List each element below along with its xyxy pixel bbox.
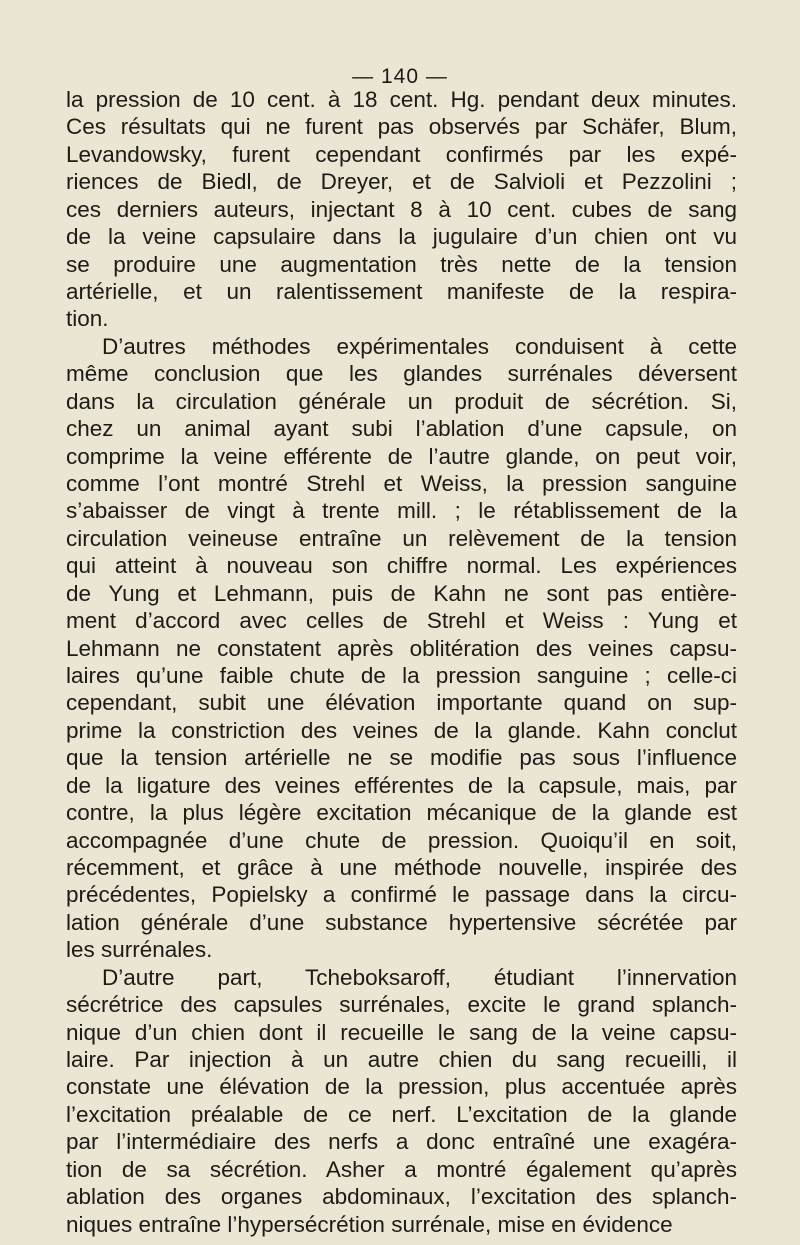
text-line: de Yung et Lehmann, puis de Kahn ne sont pas entière- <box>66 580 737 606</box>
text-line: ment d’accord avec celles de Strehl et Weiss : Yung et <box>66 608 737 634</box>
text-line: prime la constriction des veines de la glande. Kahn conclut <box>66 717 737 743</box>
text-line: ablation des organes abdominaux, l’excitation des splanch- <box>66 1184 737 1210</box>
text-line: sécrétrice des capsules surrénales, excite le grand splanch- <box>66 992 737 1018</box>
text-line: Ces résultats qui ne furent pas observés par Schäfer, Blum, <box>66 114 737 140</box>
text-line: laires qu’une faible chute de la pression sanguine ; celle-ci <box>66 663 737 688</box>
text-line: la pression de 10 cent. à 18 cent. Hg. pendant deux minutes. <box>66 87 737 112</box>
text-line: les surrénales. <box>66 937 213 963</box>
text-line: Lehmann ne constatent après oblitération des veines capsu- <box>66 635 737 661</box>
text-line: l’excitation préalable de ce nerf. L’excitation de la glande <box>66 1101 737 1127</box>
paragraph-start: D’autre part, Tcheboksaroff, étudiant l’innervation <box>102 964 737 990</box>
text-line: précédentes, Popielsky a confirmé le passage dans la circu- <box>66 882 737 908</box>
text-line: contre, la plus légère excitation mécanique de la glande est <box>66 800 737 826</box>
text-line: dans la circulation générale un produit de sécrétion. Si, <box>66 388 737 414</box>
text-line: Levandowsky, furent cependant confirmés par les expé- <box>66 141 737 167</box>
text-line: nique d’un chien dont il recueille le sang de la veine capsu- <box>66 1019 737 1045</box>
text-line: chez un animal ayant subi l’ablation d’une capsule, on <box>66 416 737 442</box>
text-line: s’abaisser de vingt à trente mill. ; le rétablissement de la <box>66 498 737 524</box>
text-line: lation générale d’une substance hypertensive sécrétée par <box>66 909 737 935</box>
text-line: laire. Par injection à un autre chien du sang recueilli, il <box>66 1047 737 1072</box>
text-line: tion. <box>66 306 109 332</box>
text-line: cependant, subit une élévation importante quand on sup- <box>66 690 737 716</box>
text-line: constate une élévation de la pression, plus accentuée après <box>66 1074 737 1100</box>
text-line: de la veine capsulaire dans la jugulaire d’un chien ont vu <box>66 224 737 250</box>
text-line: circulation veineuse entraîne un relèvement de la tension <box>66 525 737 551</box>
text-line: comprime la veine efférente de l’autre glande, on peut voir, <box>66 443 737 469</box>
text-line: se produire une augmentation très nette de la tension <box>66 251 737 277</box>
text-line: tion de sa sécrétion. Asher a montré également qu’après <box>66 1156 737 1182</box>
paragraph-start: D’autres méthodes expérimentales conduisent à cette <box>102 333 737 359</box>
text-line: même conclusion que les glandes surrénales déversent <box>66 361 737 387</box>
text-line: récemment, et grâce à une méthode nouvelle, inspirée des <box>66 855 737 880</box>
text-line: ces derniers auteurs, injectant 8 à 10 cent. cubes de sang <box>66 196 737 222</box>
text-line: accompagnée d’une chute de pression. Quoiqu’il en soit, <box>66 827 737 853</box>
text-line: que la tension artérielle ne se modifie pas sous l’influence <box>66 745 737 771</box>
text-line: artérielle, et un ralentissement manifeste de la respira- <box>66 279 737 304</box>
text-line: par l’intermédiaire des nerfs a donc entraîné une exagéra- <box>66 1129 737 1155</box>
text-line: qui atteint à nouveau son chiffre normal. Les expériences <box>66 553 737 579</box>
text-line: riences de Biedl, de Dreyer, et de Salvioli et Pezzolini ; <box>66 169 737 195</box>
text-line: comme l’ont montré Strehl et Weiss, la pression sanguine <box>66 471 737 496</box>
page-number: — 140 — <box>352 65 448 88</box>
text-line: niques entraîne l’hypersécrétion surrénale, mise en évidence <box>66 1211 673 1237</box>
text-line: de la ligature des veines efférentes de la capsule, mais, par <box>66 772 737 798</box>
